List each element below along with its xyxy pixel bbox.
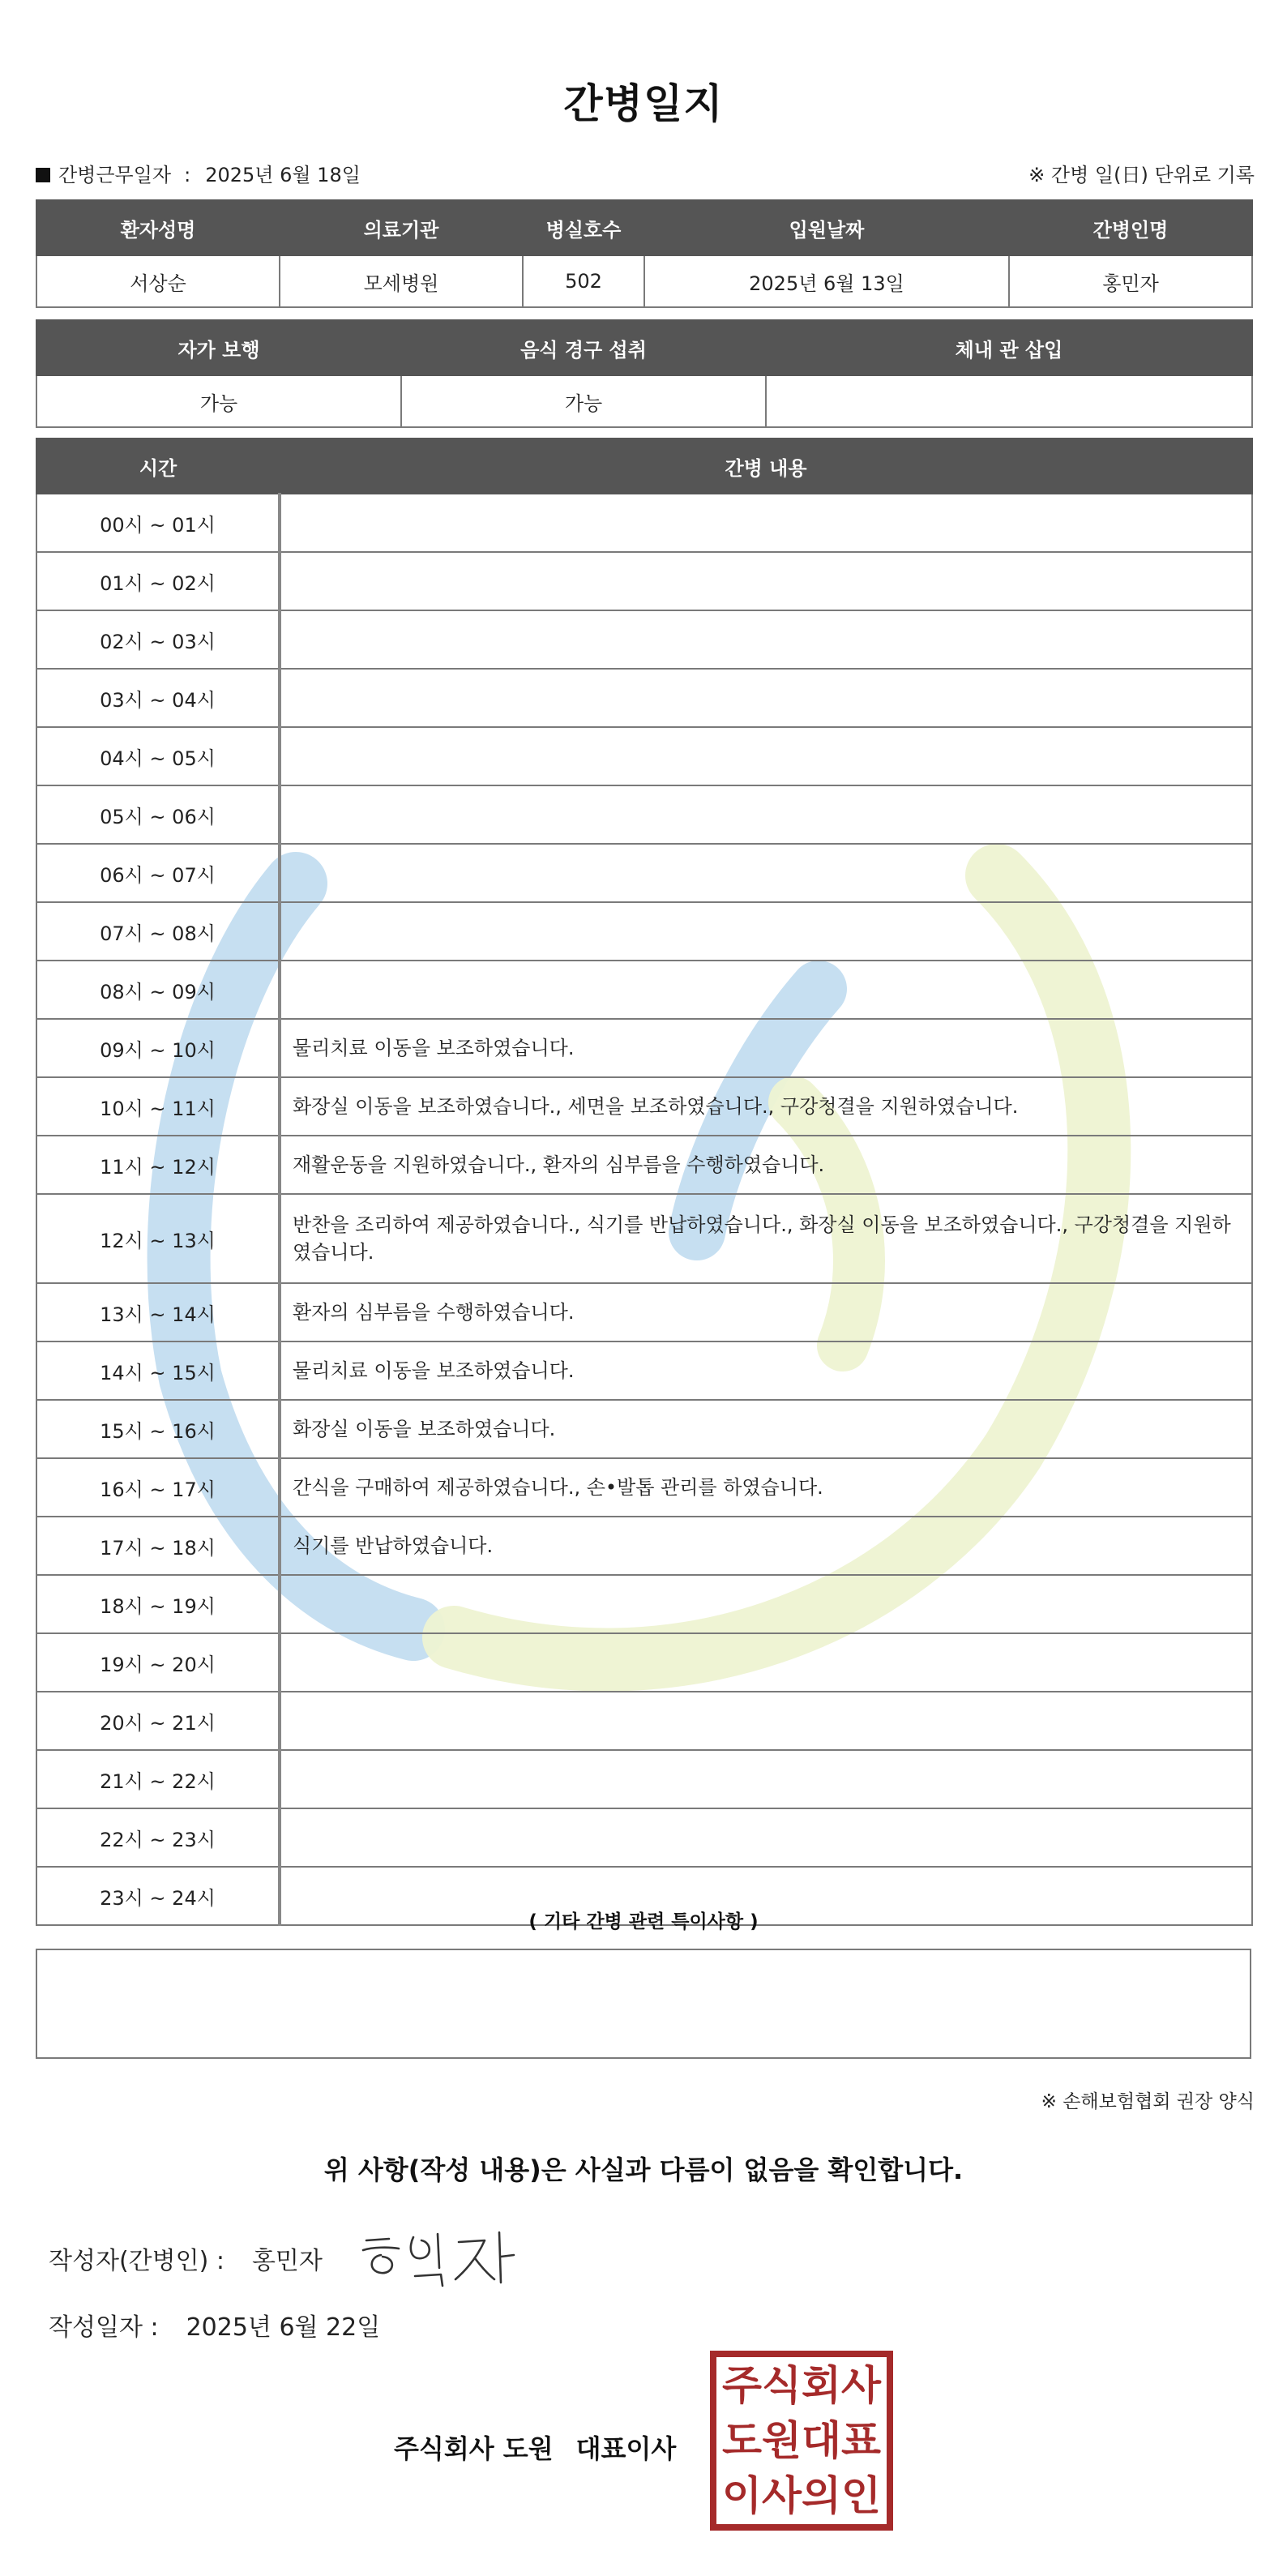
hospital-cell: 모세병원 <box>280 255 523 307</box>
log-time-cell: 11시 ~ 12시 <box>36 1136 280 1194</box>
log-row <box>36 610 1252 669</box>
header-care-content: 간병 내용 <box>280 439 1252 494</box>
oral-intake-cell: 가능 <box>401 375 766 427</box>
header-room-number: 병실호수 <box>523 200 644 255</box>
square-bullet-icon <box>36 168 50 182</box>
document-title: 간병일지 <box>563 80 724 127</box>
log-content-cell: 간식을 구매하여 제공하였습니다., 손•발톱 관리를 하였습니다. <box>280 1458 1252 1517</box>
patient-header-row <box>36 200 1252 255</box>
written-date-line <box>49 2307 380 2343</box>
log-content-cell: 화장실 이동을 보조하였습니다. <box>280 1400 1252 1458</box>
log-content-cell <box>280 727 1252 785</box>
notes-box <box>36 1949 1251 2059</box>
log-row <box>36 669 1252 727</box>
log-content-cell: 물리치료 이동을 보조하였습니다. <box>280 1019 1252 1077</box>
log-content-cell: 재활운동을 지원하였습니다., 환자의 심부름을 수행하였습니다. <box>280 1136 1252 1194</box>
header-patient-name: 환자성명 <box>36 200 280 255</box>
log-time-cell: 02시 ~ 03시 <box>36 610 280 669</box>
company-seal-stamp <box>708 2349 895 2532</box>
log-row <box>36 1077 1252 1136</box>
log-row <box>36 1692 1252 1750</box>
log-row <box>36 961 1252 1019</box>
writer-line <box>49 2240 323 2276</box>
log-time-cell: 05시 ~ 06시 <box>36 785 280 844</box>
log-content-cell <box>280 1808 1252 1867</box>
patient-value-row <box>36 255 1252 307</box>
care-log-table <box>36 438 1253 1926</box>
log-time-cell: 15시 ~ 16시 <box>36 1400 280 1458</box>
log-row <box>36 1283 1252 1341</box>
written-date-value: 2025년 6월 22일 <box>186 2313 381 2342</box>
log-content-cell <box>280 1692 1252 1750</box>
log-table-body <box>36 494 1252 1925</box>
seal-text-line: 이사의인 <box>722 2472 881 2519</box>
patient-info-table <box>36 199 1253 308</box>
seal-text-line: 주식회사 <box>722 2362 882 2409</box>
status-value-row <box>36 375 1252 427</box>
log-time-cell: 17시 ~ 18시 <box>36 1517 280 1575</box>
caregiver-name-cell: 홍민자 <box>1009 255 1252 307</box>
duty-date-value: 2025년 6월 18일 <box>205 164 361 186</box>
log-content-cell <box>280 961 1252 1019</box>
log-time-cell: 23시 ~ 24시 <box>36 1867 280 1925</box>
seal-text-line: 도원대표 <box>722 2417 882 2464</box>
recommend-note: ※ 손해보험협회 권장 양식 <box>1041 2091 1255 2112</box>
log-row <box>36 1341 1252 1400</box>
log-content-cell <box>280 610 1252 669</box>
header-tube-insertion: 체내 관 삽입 <box>766 320 1252 375</box>
tube-insertion-cell <box>766 375 1252 427</box>
log-row <box>36 1750 1252 1808</box>
company-name: 주식회사 도원 <box>394 2433 554 2464</box>
log-content-cell <box>280 552 1252 610</box>
status-header-row <box>36 320 1252 375</box>
duty-date-colon: : <box>184 164 191 186</box>
log-content-cell <box>280 1575 1252 1633</box>
log-time-cell: 04시 ~ 05시 <box>36 727 280 785</box>
log-row <box>36 1019 1252 1077</box>
log-time-cell: 10시 ~ 11시 <box>36 1077 280 1136</box>
log-row <box>36 844 1252 902</box>
handwritten-signature <box>357 2223 519 2296</box>
log-time-cell: 13시 ~ 14시 <box>36 1283 280 1341</box>
log-time-cell: 08시 ~ 09시 <box>36 961 280 1019</box>
patient-status-table <box>36 319 1253 428</box>
log-time-cell: 22시 ~ 23시 <box>36 1808 280 1867</box>
log-row <box>36 727 1252 785</box>
header-self-walking: 자가 보행 <box>36 320 401 375</box>
log-row <box>36 494 1252 552</box>
log-row <box>36 1458 1252 1517</box>
duty-date-line <box>36 159 361 187</box>
log-content-cell <box>280 844 1252 902</box>
written-date-label: 작성일자 : <box>49 2313 159 2342</box>
log-row <box>36 1575 1252 1633</box>
room-number-cell: 502 <box>523 255 644 307</box>
header-caregiver-name: 간병인명 <box>1009 200 1252 255</box>
log-time-cell: 01시 ~ 02시 <box>36 552 280 610</box>
log-row <box>36 1194 1252 1283</box>
notes-title: ( 기타 간병 관련 특이사항 ) <box>528 1911 759 1932</box>
log-content-cell: 화장실 이동을 보조하였습니다., 세면을 보조하였습니다., 구강청결을 지원하였습니다. <box>280 1077 1252 1136</box>
log-time-cell: 14시 ~ 15시 <box>36 1341 280 1400</box>
log-row <box>36 552 1252 610</box>
writer-label: 작성자(간병인) : <box>49 2247 224 2275</box>
log-time-cell: 21시 ~ 22시 <box>36 1750 280 1808</box>
log-row <box>36 1808 1252 1867</box>
writer-name: 홍민자 <box>251 2247 323 2275</box>
log-content-cell <box>280 1750 1252 1808</box>
log-time-cell: 12시 ~ 13시 <box>36 1194 280 1283</box>
log-header-row <box>36 439 1252 494</box>
log-row <box>36 1633 1252 1692</box>
log-content-cell <box>280 494 1252 552</box>
representative-title: 대표이사 <box>575 2433 677 2464</box>
header-admission-date: 입원날짜 <box>644 200 1009 255</box>
log-content-cell: 환자의 심부름을 수행하였습니다. <box>280 1283 1252 1341</box>
log-row <box>36 785 1252 844</box>
unit-note: ※ 간병 일(日) 단위로 기록 <box>1028 164 1255 186</box>
log-time-cell: 09시 ~ 10시 <box>36 1019 280 1077</box>
duty-date-label: 간병근무일자 <box>58 164 172 186</box>
patient-name-cell: 서상순 <box>36 255 280 307</box>
log-time-cell: 03시 ~ 04시 <box>36 669 280 727</box>
log-row <box>36 1136 1252 1194</box>
confirmation-statement: 위 사항(작성 내용)은 사실과 다름이 없음을 확인합니다. <box>323 2155 964 2185</box>
log-time-cell: 16시 ~ 17시 <box>36 1458 280 1517</box>
log-content-cell <box>280 669 1252 727</box>
log-row <box>36 902 1252 961</box>
log-row <box>36 1400 1252 1458</box>
header-oral-intake: 음식 경구 섭취 <box>401 320 766 375</box>
log-content-cell <box>280 1633 1252 1692</box>
log-time-cell: 20시 ~ 21시 <box>36 1692 280 1750</box>
header-hospital: 의료기관 <box>280 200 523 255</box>
admission-date-cell: 2025년 6월 13일 <box>644 255 1009 307</box>
log-time-cell: 06시 ~ 07시 <box>36 844 280 902</box>
log-time-cell: 07시 ~ 08시 <box>36 902 280 961</box>
header-time: 시간 <box>36 439 280 494</box>
log-time-cell: 19시 ~ 20시 <box>36 1633 280 1692</box>
log-content-cell: 반찬을 조리하여 제공하였습니다., 식기를 반납하였습니다., 화장실 이동을 보조하였습니다., 구강청결을 지원하였습니다. <box>280 1194 1252 1283</box>
company-line <box>394 2428 676 2466</box>
self-walking-cell: 가능 <box>36 375 401 427</box>
log-content-cell <box>280 902 1252 961</box>
log-time-cell: 00시 ~ 01시 <box>36 494 280 552</box>
log-content-cell <box>280 785 1252 844</box>
log-content-cell: 식기를 반납하였습니다. <box>280 1517 1252 1575</box>
log-time-cell: 18시 ~ 19시 <box>36 1575 280 1633</box>
log-content-cell: 물리치료 이동을 보조하였습니다. <box>280 1341 1252 1400</box>
log-row <box>36 1517 1252 1575</box>
